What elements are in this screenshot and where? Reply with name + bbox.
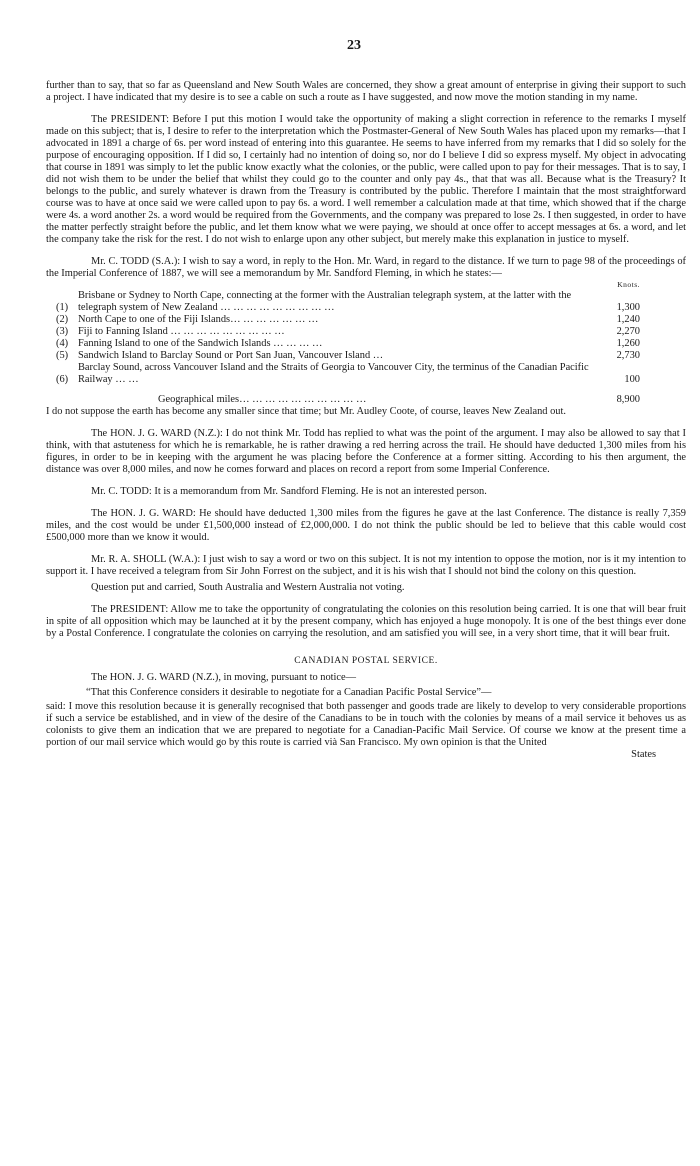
row-knots: 100 <box>624 374 640 385</box>
row-number: (5) <box>56 350 69 361</box>
row-number: (1) <box>56 302 69 313</box>
row-route: North Cape to one of the Fiji Islands… … … … … … … <box>78 314 319 325</box>
motion-quote: “That this Conference considers it desirable to negotiate for a Canadian Pacific Postal Service”— <box>86 687 492 698</box>
row-knots: 2,730 <box>616 350 640 361</box>
row-knots: 1,300 <box>616 302 640 313</box>
paragraph-president-congratulation: The PRESIDENT: Allow me to take the opportunity of congratulating the colonies on this resolution being carried. It is one that will bear fruit in spite of all opposition which may be launched at it by the present company, which has enjoyed a huge monopoly. It is one of the best things ever done by a Postal Conference. I congratulate the colonies on carrying the resolution, and am satisfied you will see, in a very short time, that it will bear fruit. <box>46 604 686 639</box>
table-row <box>56 350 640 362</box>
catchword: States <box>631 749 656 760</box>
row-route: Barclay Sound, across Vancouver Island and the Straits of Georgia to Vancouver City, the terminus of the Canadian Pacific Railway … … <box>78 362 589 385</box>
row-route: Fiji to Fanning Island … … … … … … … … … <box>78 326 285 337</box>
table-row <box>56 326 640 338</box>
paragraph-todd-memorandum: Mr. C. TODD: It is a memorandum from Mr. Sandford Fleming. He is not an interested person. <box>91 486 487 497</box>
section-heading: CANADIAN POSTAL SERVICE. <box>294 656 438 666</box>
paragraph-president-correction: The PRESIDENT: Before I put this motion I would take the opportunity of making a slight correction in reference to the remarks I myself made on this subject; that is, I desire to refer to the interpretation which the Postmaster-General of New South Wales has placed upon my remarks—that I advocated in 1891 a charge of 6s. per word instead of entering into this guarantee. He seems to have inferred from my remarks that I did so solely for the purpose of encouraging opposition. If I did so, I certainly had no intention of doing so, nor do I believe I did so express myself. My object in advocating that course in 1891 was simply to let the public know exactly what the colonies, or the public, were called upon to pay for their messages. That is to say, I did not wish them to be under the belief that whilst they could go to the counter and only pay 4s., that that was all. Because what is the Treasury? It belongs to the public, and surely whatever is drawn from the Treasury is contributed by the public. Therefore I maintain that the most straightforward course was to have at once said we were called upon to pay 6s. a word. I well remember a calculation made at that time, which showed that if the charge were 4s. a word another 2s. a word would be required from the Governments, and the company was prepared to lose 2s. I then suggested, in order to have the matter perfectly straight before the public, and let them know what we were paying, we should at once offer to accept messages at 6s. a word, and let the company take the risk for the rest. I do not wish to enlarge upon any other subject, but merely make this explanation in justice to myself. <box>46 114 686 245</box>
table-row <box>56 314 640 326</box>
document-page <box>46 0 686 761</box>
total-label: Geographical miles… … … … … … … … … … <box>158 394 367 405</box>
total-value: 8,900 <box>616 394 640 405</box>
paragraph-final: said: I move this resolution because it is generally recognised that both passenger and goods trade are likely to develop to very considerable proportions if such a service be established, and in view of the desire of the Canadians to be in touch with the colonies by means of a mail service it behoves us as colonists to give them an indication that we are prepared to negotiate for a Canadian-Pacific Mail Service. Of course we know at the present time a portion of our mail service which would go by this route is carried vià San Francisco. My own opinion is that the United <box>46 701 686 748</box>
row-knots: 1,240 <box>616 314 640 325</box>
table-row <box>56 338 640 350</box>
paragraph-ward-reply: The HON. J. G. WARD (N.Z.): I do not think Mr. Todd has replied to what was the point of the argument. I may also be allowed to say that I think, with that astuteness for which he is remarkable, he is rather drawing a red herring across the trail. He should have deducted 1,300 miles from his figures, in order to be in keeping with the argument he was placing before the Conference at a former sitting. According to his then argument, the distance was over 8,000 miles, and now he comes forward and places on record a report from some Imperial Conference. <box>46 428 686 475</box>
row-number: (2) <box>56 314 69 325</box>
paragraph-question-carried: Question put and carried, South Australia and Western Australia not voting. <box>91 582 405 593</box>
row-knots: 2,270 <box>616 326 640 337</box>
row-route: Brisbane or Sydney to North Cape, connecting at the former with the Australian telegraph system, at the latter with the telegraph system of New Zealand … … … … … … … … … <box>78 290 572 313</box>
paragraph-continuation: further than to say, that so far as Queensland and New South Wales are concerned, they show a great amount of enterprise in giving their support to such a project. I have indicated that my desire is to see a cable on such a route as I have suggested, and now move the motion standing in my name. <box>46 80 686 103</box>
row-knots: 1,260 <box>616 338 640 349</box>
paragraph-sholl: Mr. R. A. SHOLL (W.A.): I just wish to say a word or two on this subject. It is not my intention to oppose the motion, nor is it my intention to support it. I have received a telegram from Sir John Forrest on the subject, and it is his wish that I should not bind the colony on this question. <box>46 554 686 577</box>
row-route: Sandwich Island to Barclay Sound or Port San Juan, Vancouver Island … <box>78 350 384 361</box>
paragraph-after-table: I do not suppose the earth has become any smaller since that time; but Mr. Audley Coote, of course, leaves New Zealand out. <box>46 406 566 417</box>
paragraph-ward-deduction: The HON. J. G. WARD: He should have deducted 1,300 miles from the figures he gave at the last Conference. The distance is really 7,359 miles, and the cost would be under £1,500,000 instead of £2,000,000. I do not think the public should be led to believe that this cable would cost £500,000 more than we know it would. <box>46 508 686 543</box>
paragraph-todd-reply: Mr. C. TODD (S.A.): I wish to say a word, in reply to the Hon. Mr. Ward, in regard to the distance. If we turn to page 98 of the proceedings of the Imperial Conference of 1887, we will see a memorandum by Mr. Sandford Fleming, in which he states:— <box>46 256 686 279</box>
page-number: 23 <box>347 38 361 53</box>
table-row <box>56 290 640 314</box>
motion-intro: The HON. J. G. WARD (N.Z.), in moving, pursuant to notice— <box>91 672 357 683</box>
table-total-row <box>56 394 640 406</box>
table-row <box>56 362 640 386</box>
distance-table <box>56 290 640 386</box>
row-route: Fanning Island to one of the Sandwich Islands … … … … <box>78 338 323 349</box>
row-number: (3) <box>56 326 69 337</box>
row-number: (4) <box>56 338 69 349</box>
table-unit-header: Knots. <box>617 280 640 289</box>
row-number: (6) <box>56 374 69 385</box>
